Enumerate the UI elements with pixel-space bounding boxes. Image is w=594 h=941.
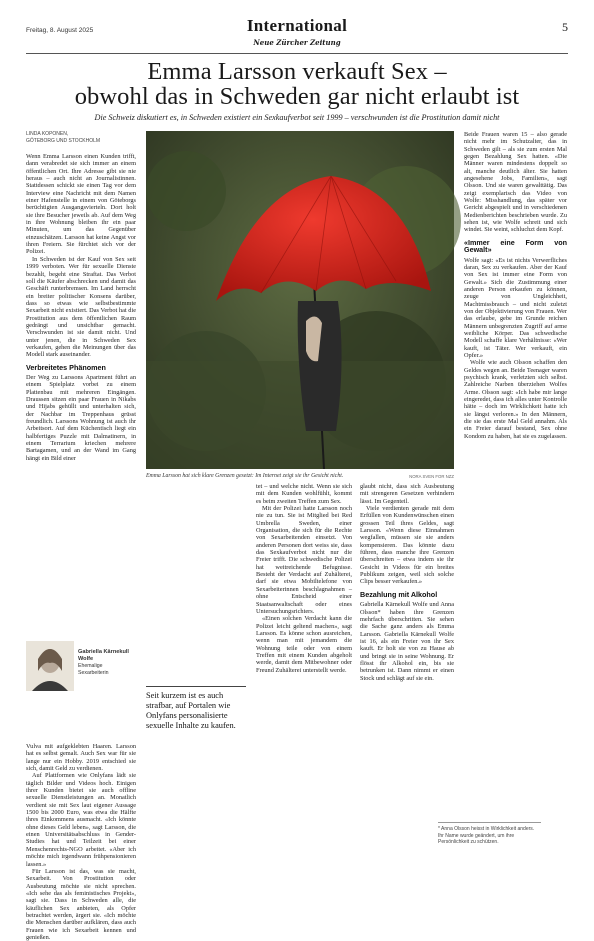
subheading-alkohol: Bezahlung mit Alkohol [360,589,438,599]
paragraph: Gabriella Kärnekull Wolfe und Anna Olsson* haben ihre Grenzen mehrfach überschritten. Sie sehen die Sache ganz anders als Emma Larsson. Gabriella Kärnekull Wolfe ist 16, als ein Freier von ihr Sex kauft. Er holt sie von zu Hause ab und bringt sie in seine Wohnung. Er flösst ihr Alkohol ein, bis sie betrunken ist. Dann nimmt er einen Stock und schlägt auf sie ein. [360,601,454,682]
byline [26,131,136,145]
paragraph: Viele verdienten gerade mit dem Erfüllen von Kundenwünschen einen grossen Teil ihres Geldes, sagt Larsson. «Wenn diese Einnahmen wegfallen, müssen sie sie anders kompensieren. Das könnte dazu führen, dass manche ihre Grenzen überschreiten – etwa indem sie ihr Gesicht in Videos für ein breites Publikum zeigen, weil sich solche Clips besser verkaufen.» [360,505,454,586]
pullquote-rule [146,686,246,687]
paragraph: «Einen solchen Verdacht kann die Polizei leicht geltend machen», sagt Larsson. Es könne schon ausreichen, wenn man mit jemandem die Wohnung teile oder von einem Treffen mit einem Kunden abgeholt werde, damit dem Mitbewohner oder Freund Zuhälterei unterstellt werde. [256,615,352,674]
newspaper-name: Neue Zürcher Zeitung [253,38,341,47]
paragraph: Für Larsson ist das, was sie macht, Sexarbeit. Von Prostitution oder Ausbeutung möchte sie nicht sprechen. «Ich sehe das als feministisches Projekt», sagt sie. Dass in Schweden alle, die käuflichen Sex anbieten, als Opfer betrachtet werden, ärgert sie. «Ich möchte die Menschen darüber aufklären, dass auch Frauen wie ich Sexarbeit kennen und genießen. [26,867,136,941]
photo-caption: Emma Larsson hat sich klare Grenzen gesetzt: Im Internet zeigt sie ihr Gesicht nicht. [146,473,344,479]
lead-text: Die Schweiz diskutiert es, in Schweden existiert ein Sexkaufverbot seit 1999 – verschwunden ist die Prostitution damit nicht [94,113,500,122]
page-header [26,14,568,54]
author-portrait [26,641,74,691]
column-3 [360,483,454,682]
headline [26,59,568,109]
pullquote: Seit kurzem ist es auch strafbar, auf Portalen wie Onlyfans personalisierte sexuelle Inhalte zu kaufen. [146,691,236,730]
column-5 [464,131,567,440]
subheading-gewalt: «Immer eine Form von Gewalt» [464,237,567,255]
section-title: International [246,16,348,35]
byline-location: GÖTEBORG UND STOCKHOLM [26,138,101,144]
umbrella-photo [146,131,454,469]
page-number: 5 [562,20,568,34]
headline-line-2: obwohl das in Schweden gar nicht erlaubt ist [74,83,520,110]
byline-author: LINDA KOPONEN, [26,131,69,137]
paragraph: Auf Plattformen wie Onlyfans lädt sie täglich Bilder und Videos hoch. Einigen ihrer Kunden bietet sie auch offline sexuelle Dienstleistungen an. Monatlich verdient sie mit Sex laut eigener Aussage 1500 bis 2000 Euro, was etwa die Hälfte ihres Einkommens ausmacht. «Ich könnte ohne dieses Geld leben», sagt Larsson, die einen Universitätsabschluss in Gender-Studies hat und Teilzeit bei einer Menschenrechts-NGO arbeitet. «Aber ich möchte mich irgendwann frühpensionieren lassen.» [26,772,136,868]
footnote: * Anna Olsson heisst in Wirklichkeit anders. Ihr Name wurde geändert, um ihre Persönlichkeit zu schützen. [438,822,541,846]
paragraph: Wolfe wie auch Olsson schaffen den Geldes wegen an. Beide Teenager waren psychisch krank, verletzten sich selbst. Zahlreiche Narben überziehen Wolfes Arme. Olsson sagt: «Ich habe mir lange eingeredet, dass ich alles unter Kontrolle hätte – doch im Wirklichkeit hatte ich sie längst verloren.» In den Männern, die sie das erste Mal Geld annahm. Als ein Freier darauf bestand, Sex ohne Kondom zu haben, hat sie es zugelassen. [464,359,567,440]
paragraph: Beide Frauen waren 15 – also gerade nicht mehr im Schutzalter, das in Schweden gilt – als sie zum ersten Mal gegen Bezahlung Sex hatten. «Die Männer waren mindestens doppelt so alt, manche deutlich älter. Sie hatten angesehene Jobs, Familien», sagt Olsson. Und sie waren gewalttätig. Das zeigt exemplarisch das Video von Wolfe: Misshandlung, das später vor Gericht abgespielt und in verschiedenen Medienberichten beschrieben wurde. Zu sehen ist, wie Wolfe schreit und sich windet. Sie weint, schluchzt dem Kopf. [464,131,567,234]
paragraph: In Schweden ist der Kauf von Sex seit 1999 verboten. Wer für sexuelle Dienste bezahlt, begeht eine Straftat. Das Verbot soll die Käufer abschrecken und damit das Geschäft runterbremsen. Im Land herrscht ein breiter politischer Konsens darüber, dass so etwas wie selbstbestimmte Sexarbeit nicht existiert. Das Verbot hat die Prostitution aus dem öffentlichen Raum gedrängt und unsichtbar gemacht. Verschwunden ist sie damit nicht. Und unter jenen, die in Schweden Sex verkaufen, gehen die Meinungen über das Modell stark auseinander. [26,255,136,359]
author-role-2: Sexarbeiterin [78,670,109,676]
column-2 [256,483,352,674]
author-box [78,649,136,677]
headline-line-1: Emma Larsson verkauft Sex – [147,58,447,85]
photo-credit: NORA SVEN FOR NZZ [409,474,454,479]
author-name: Gabriella Kärnekull Wolfe [78,649,129,662]
author-role-1: Ehemalige [78,663,103,669]
subheading-verbreitet: Verbreitetes Phänomen [26,362,106,372]
issue-date: Freitag, 8. August 2025 [26,27,94,34]
column-1-continued [26,743,136,941]
column-1 [26,153,136,462]
paragraph: tet – und welche nicht. Wenn sie sich mit dem Kunden wohlfühlt, kommt es beim zweiten Treffen zum Sex. [256,483,352,505]
paragraph: Wolfe sagt: «Es ist nichts Verwerfliches daran, Sex zu verkaufen. Aber der Kauf von Sex ist immer eine Form von Gewalt.» Sich die Zustimmung einer anderen Person erkaufen zu können, zeuge von Ungleichheit, Machtmissbrauch – und nicht zuletzt von der Objektivierung von Frauen. Wer das erlaube, gebe im Grunde reichen Männern unbegrenzten Zugriff auf arme weibliche Körper. Das schwedische Modell schaffe klare Verhältnisse: «Wer kauft, ist Täter. Wer verkauft, ein Opfer.» [464,256,567,359]
paragraph: Mit der Polizei hatte Larsson noch nie zu tun. Sie ist Mitglied bei Red Umbrella Sweden, einer Organisation, die sich für die Rechte von Sexarbeitenden einsetzt. Von anderen Personen dort weiss sie, dass das Sexkaufverbot nicht nur die Freier trifft. Die schwedische Polizei hat weitreichende Befugnisse. Besteht der Verdacht auf Zuhälterei, darf sie etwa Mobiltelefone von Sexarbeiterinnen beschlagnahmen – ohne Entscheid einer Staatsanwaltschaft oder eines Untersuchungsrichters. [256,505,352,615]
paragraph: Der Weg zu Larssons Apartment führt an einem Spielplatz vorbei zu einem Plattenbau mit mehreren Eingängen. Draussen sitzen ein paar Frauen in Nikabs und Hijabs gehüllt und unterhalten sich, der Nachbar im Treppenhaus grüsst freundlich. Larssons Wohnung ist auch ihr Arbeitsort. Auf dem Küchentisch liegt ein halbfertiges Puzzle mit Dalmatinern, in einem Terrarium kriechen mehrere Bartagamen, und an der Wand im Gang hängt ein Bild einer [26,373,136,462]
paragraph: glaubt nicht, dass sich Ausbeutung mit strengeren Gesetzen verhindern lässt. Im Gegenteil. [360,483,454,505]
paragraph: Wenn Emma Larsson einen Kunden trifft, dann verabredet sie sich immer an einem öffentlichen Ort. Ihre Adresse gibt sie nie heraus – auch nicht an Journalistinnen. Stattdessen schickt sie einen Tag vor dem Interview eine Nachricht mit dem Namen einer Hafenstelle in einem von Göteborgs berüchtigten Ausgangsvierteln. Dort holt sie ihre Besucher jeweils ab. Auf dem Weg in ihre Wohnung bleiben ihr ein paar Minuten, um das Gegenüber einzuschätzen. Larsson hat keine Angst vor ihren Freiern. Sie fürchtet sich vor der Polizei. [26,153,136,256]
paragraph: Vulva mit aufgeklebten Haaren. Larsson hat es selbst gemalt. Auch Sex war für sie lange nur ein Hobby. 2019 entschied sie sich, damit Geld zu verdienen. [26,743,136,773]
